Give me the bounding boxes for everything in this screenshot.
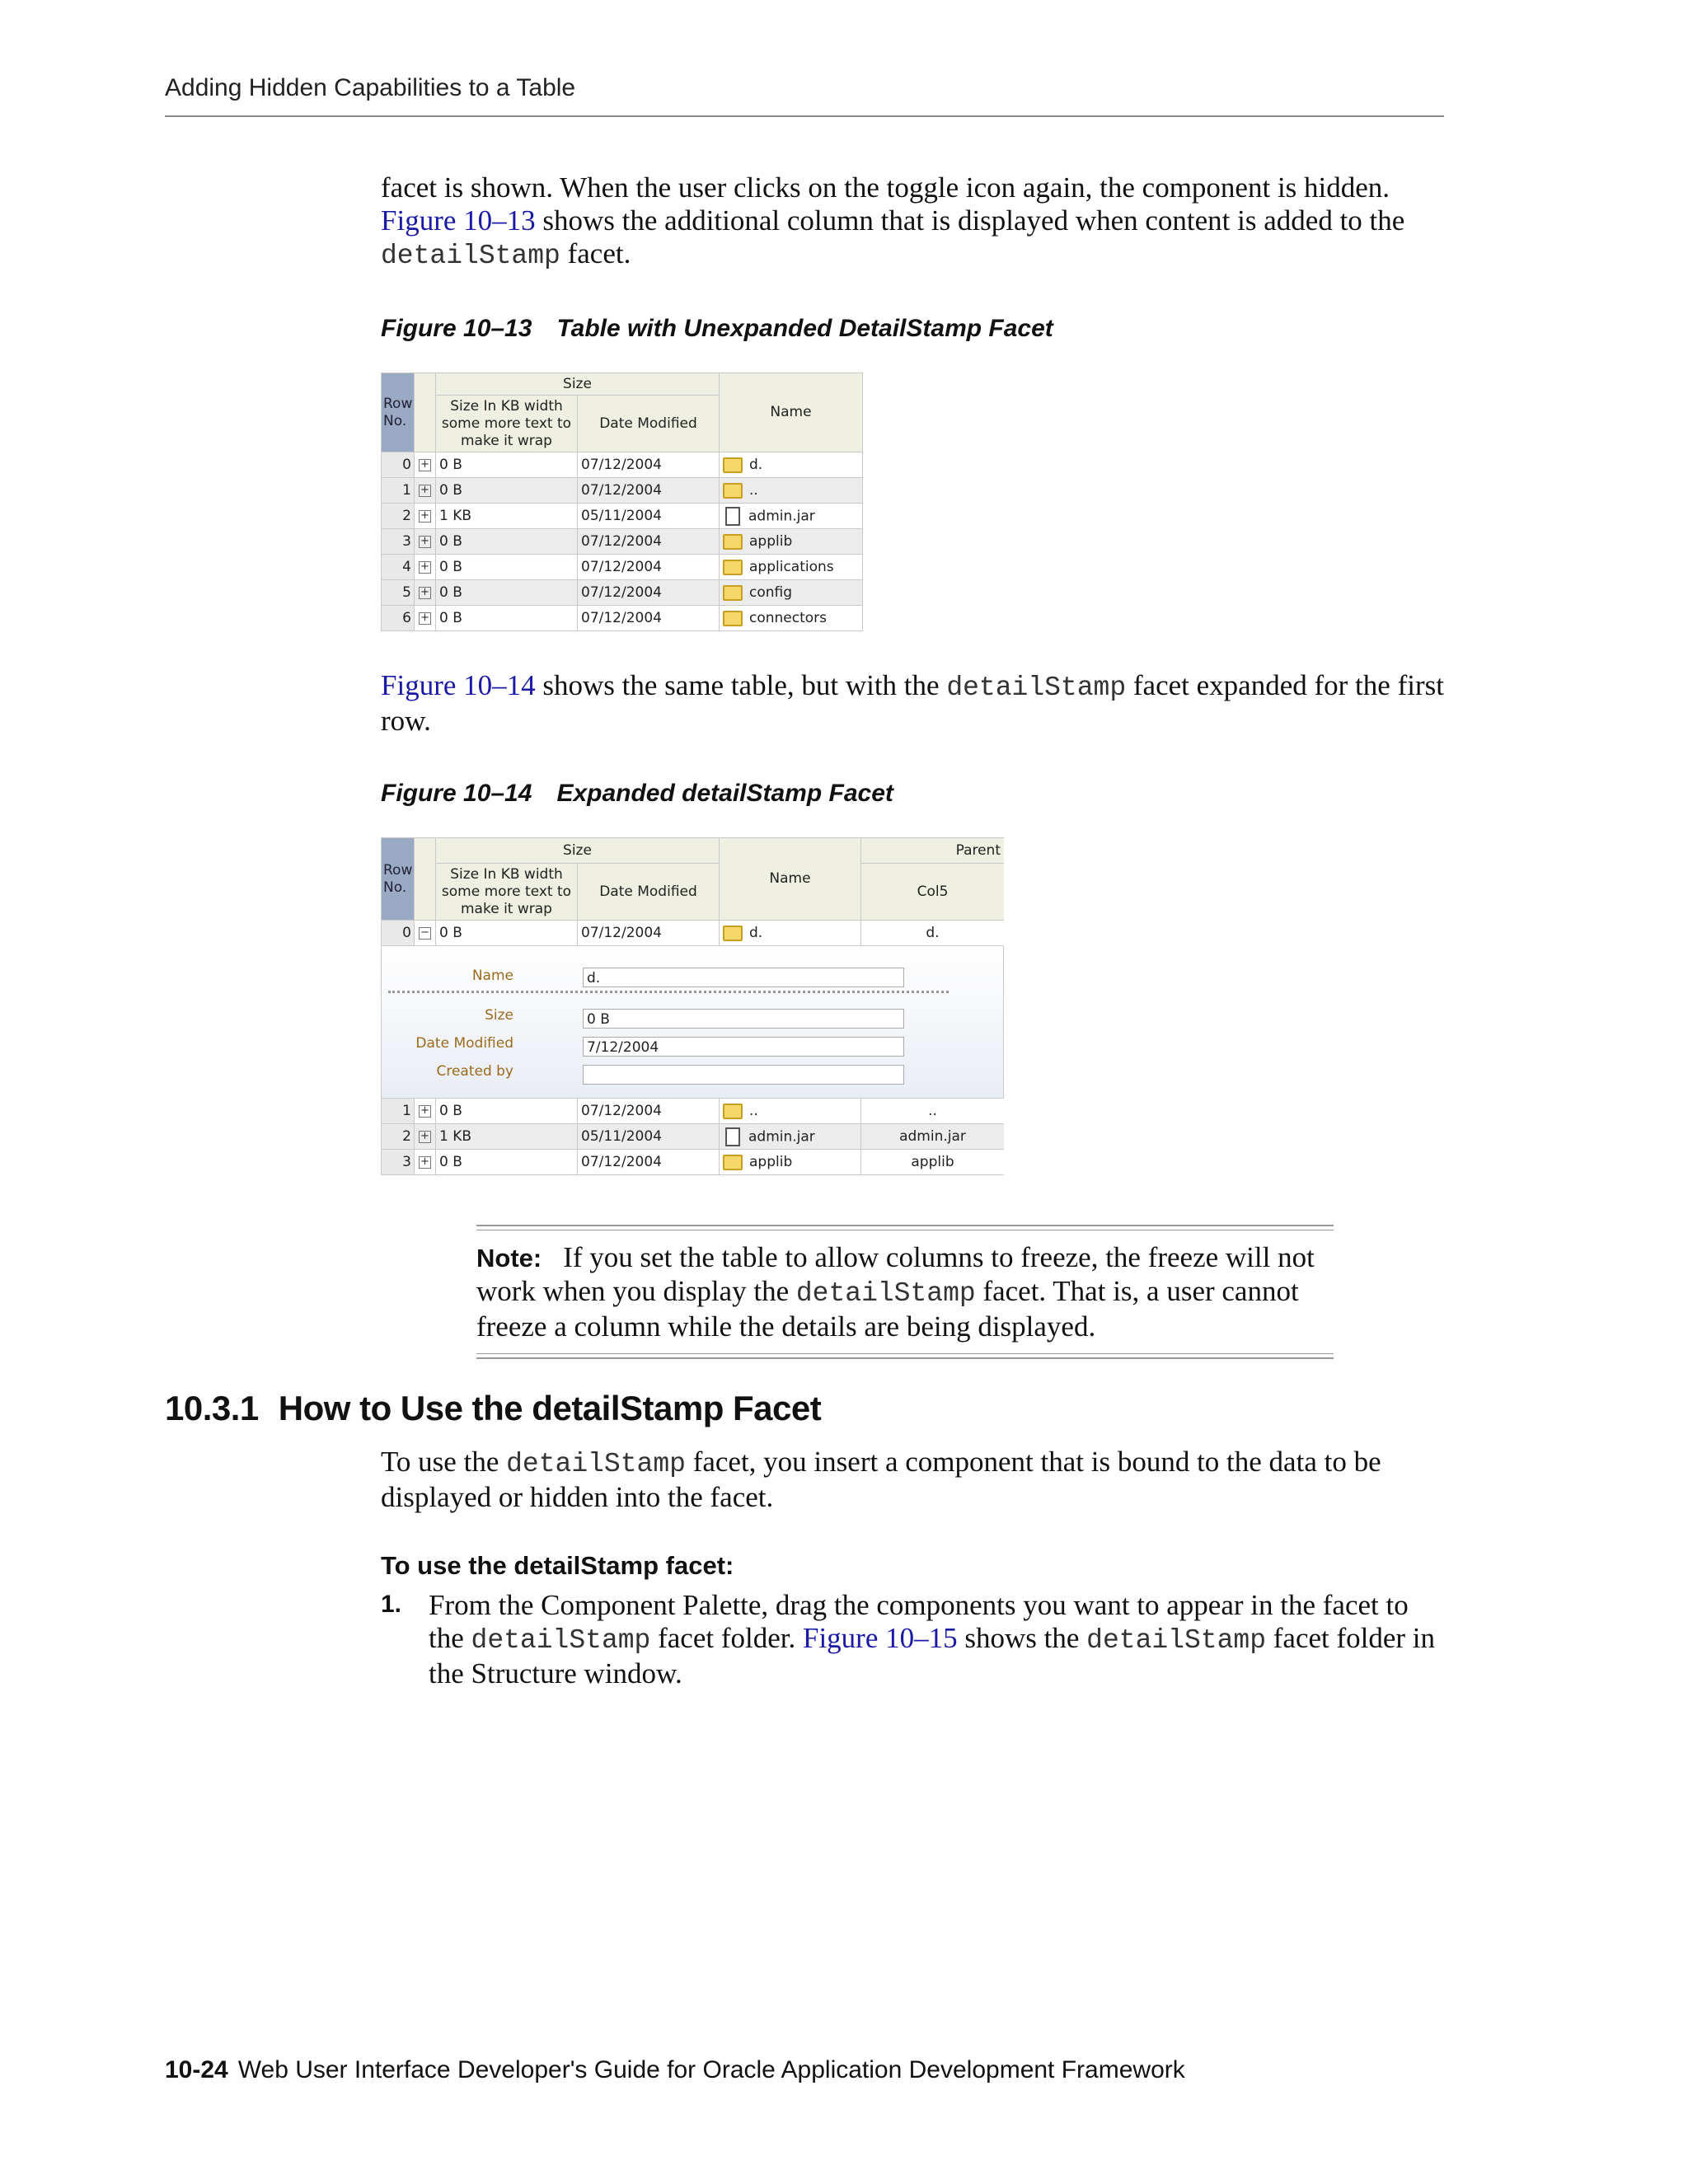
step-text-3: shows the bbox=[957, 1622, 1087, 1654]
plus-icon: + bbox=[419, 612, 431, 625]
plus-icon: + bbox=[419, 1156, 431, 1169]
folder-icon bbox=[723, 483, 743, 499]
intro-text-3: facet. bbox=[560, 237, 631, 269]
folder-icon bbox=[723, 611, 743, 626]
page-footer bbox=[165, 2056, 1185, 2084]
figure-14-number: Figure 10–14 bbox=[381, 780, 532, 807]
detail-stamp-panel bbox=[381, 946, 1004, 1098]
expand-toggle[interactable] bbox=[415, 580, 436, 606]
figure-14-title: Expanded detailStamp Facet bbox=[556, 780, 893, 807]
plus-icon: + bbox=[419, 485, 431, 497]
folder-icon bbox=[723, 1104, 743, 1119]
col5-cell: d. bbox=[861, 921, 1005, 946]
note-bottom-rule bbox=[476, 1353, 1334, 1354]
size-cell: 1 KB bbox=[436, 504, 578, 529]
step-1-text bbox=[429, 1589, 1451, 1690]
date-modified-header[interactable]: Date Modified bbox=[578, 396, 720, 452]
intro-text-1: facet is shown. When the user clicks on the toggle icon again, the component is hidden. bbox=[381, 171, 1390, 204]
name-cell bbox=[720, 1124, 861, 1150]
plus-icon: + bbox=[419, 561, 431, 574]
name-text: config bbox=[749, 584, 793, 601]
name-text: d. bbox=[749, 925, 763, 941]
plus-icon: + bbox=[419, 459, 431, 471]
name-cell bbox=[720, 921, 861, 946]
expand-toggle[interactable] bbox=[415, 504, 436, 529]
row-number: 2 bbox=[382, 1124, 415, 1150]
table-row bbox=[382, 478, 863, 504]
figure-10-14-link[interactable]: Figure 10–14 bbox=[381, 669, 536, 701]
step-text-4: facet folder in the Structure window. bbox=[429, 1622, 1436, 1690]
detail-date-field[interactable]: 7/12/2004 bbox=[583, 1037, 904, 1057]
name-cell bbox=[720, 504, 863, 529]
row-no-header: Row No. bbox=[382, 373, 415, 452]
name-text: admin.jar bbox=[748, 1128, 815, 1145]
file-icon bbox=[725, 1127, 740, 1146]
para2-code: detailStamp bbox=[946, 673, 1127, 703]
para2-text-1: shows the same table, but with the bbox=[535, 669, 947, 701]
date-cell: 07/12/2004 bbox=[578, 606, 720, 631]
footer-page-number: 10-24 bbox=[165, 2056, 228, 2083]
plus-icon: + bbox=[419, 1131, 431, 1143]
section-text-2: facet, you insert a component that is bound to the data to be displayed or hidden into the facet. bbox=[381, 1446, 1381, 1513]
section-number: 10.3.1 bbox=[165, 1389, 259, 1427]
running-header: Adding Hidden Capabilities to a Table bbox=[165, 74, 576, 101]
section-title: How to Use the detailStamp Facet bbox=[278, 1389, 822, 1427]
name-cell bbox=[720, 580, 863, 606]
figure-13-number: Figure 10–13 bbox=[381, 315, 532, 342]
expand-toggle[interactable] bbox=[415, 1150, 436, 1175]
size-cell: 0 B bbox=[436, 606, 578, 631]
date-cell: 07/12/2004 bbox=[578, 1099, 720, 1124]
size-cell: 0 B bbox=[436, 555, 578, 580]
folder-icon bbox=[723, 585, 743, 601]
figure-14-intro-paragraph bbox=[381, 669, 1452, 738]
note-label: Note: bbox=[476, 1244, 542, 1272]
date-cell: 07/12/2004 bbox=[578, 921, 720, 946]
note-code: detailStamp bbox=[795, 1278, 976, 1309]
row-number: 4 bbox=[382, 555, 415, 580]
plus-icon: + bbox=[419, 1105, 431, 1118]
detail-separator bbox=[388, 991, 949, 993]
name-text: .. bbox=[749, 1103, 758, 1119]
name-text: admin.jar bbox=[748, 508, 815, 524]
note-text-2: facet. That is, a user cannot freeze a column while the details are being displayed. bbox=[476, 1275, 1299, 1343]
para2-text-2: facet expanded for the first row. bbox=[381, 669, 1444, 737]
figure-10-13-link[interactable]: Figure 10–13 bbox=[381, 204, 536, 237]
procedure-heading: To use the detailStamp facet: bbox=[381, 1551, 734, 1580]
section-paragraph bbox=[381, 1446, 1452, 1514]
date-modified-header[interactable]: Date Modified bbox=[578, 864, 720, 921]
expand-toggle[interactable] bbox=[415, 1124, 436, 1150]
table-row bbox=[382, 1124, 1005, 1150]
step-text-1: From the Component Palette, drag the components you want to appear in the facet to the bbox=[429, 1589, 1409, 1654]
note-top-rule bbox=[476, 1225, 1334, 1226]
col5-cell: .. bbox=[861, 1099, 1005, 1124]
table-row bbox=[382, 1150, 1005, 1175]
expand-toggle[interactable] bbox=[415, 452, 436, 478]
date-cell: 07/12/2004 bbox=[578, 1150, 720, 1175]
size-cell: 0 B bbox=[436, 529, 578, 555]
folder-icon bbox=[723, 457, 743, 473]
date-cell: 05/11/2004 bbox=[578, 1124, 720, 1150]
name-cell bbox=[720, 1150, 861, 1175]
figure-13-screenshot bbox=[381, 373, 862, 638]
expand-toggle[interactable] bbox=[415, 478, 436, 504]
figure-14-screenshot bbox=[381, 837, 1004, 1179]
name-cell bbox=[720, 606, 863, 631]
col5-cell: admin.jar bbox=[861, 1124, 1005, 1150]
row-number: 1 bbox=[382, 478, 415, 504]
name-cell bbox=[720, 452, 863, 478]
detail-name-field[interactable]: d. bbox=[583, 968, 904, 987]
folder-icon bbox=[723, 534, 743, 550]
row-number: 0 bbox=[382, 921, 415, 946]
detail-created-field[interactable] bbox=[583, 1065, 904, 1085]
table-row bbox=[382, 555, 863, 580]
intro-code: detailStamp bbox=[381, 241, 560, 271]
expand-toggle[interactable] bbox=[415, 529, 436, 555]
row-number: 5 bbox=[382, 580, 415, 606]
name-text: d. bbox=[749, 457, 763, 473]
section-text-1: To use the bbox=[381, 1446, 507, 1478]
intro-text-2: shows the additional column that is displayed when content is added to the bbox=[535, 204, 1405, 237]
table-row bbox=[382, 452, 863, 478]
size-cell: 0 B bbox=[436, 1099, 578, 1124]
table-row bbox=[382, 921, 1005, 946]
table-row bbox=[382, 529, 863, 555]
intro-paragraph bbox=[381, 171, 1452, 273]
note-box bbox=[476, 1241, 1334, 1343]
figure-13-body bbox=[382, 452, 863, 631]
size-cell: 0 B bbox=[436, 478, 578, 504]
detail-created-label: Created by bbox=[436, 1063, 513, 1080]
folder-icon bbox=[723, 560, 743, 575]
col5-header[interactable]: Col5 bbox=[861, 864, 1005, 921]
date-cell: 07/12/2004 bbox=[578, 580, 720, 606]
size-cell: 0 B bbox=[436, 580, 578, 606]
col5-cell: applib bbox=[861, 1150, 1005, 1175]
size-column-header[interactable]: Size In KB width some more text to make it wrap bbox=[436, 864, 578, 921]
figure-13-table bbox=[381, 373, 863, 631]
table-row bbox=[382, 580, 863, 606]
row-no-header: Row No. bbox=[382, 838, 415, 921]
date-cell: 07/12/2004 bbox=[578, 452, 720, 478]
figure-14-body bbox=[382, 1099, 1005, 1175]
table-row bbox=[382, 504, 863, 529]
table-row bbox=[382, 606, 863, 631]
name-cell bbox=[720, 529, 863, 555]
footer-title: Web User Interface Developer's Guide for Oracle Application Development Framework bbox=[237, 2056, 1185, 2083]
size-group-header: Size bbox=[436, 838, 720, 864]
name-cell bbox=[720, 478, 863, 504]
folder-icon bbox=[723, 1155, 743, 1170]
date-cell: 07/12/2004 bbox=[578, 478, 720, 504]
row-number: 3 bbox=[382, 1150, 415, 1175]
plus-icon: + bbox=[419, 536, 431, 548]
note-text-1: If you set the table to allow columns to freeze, the freeze will not work when you display the bbox=[476, 1241, 1315, 1307]
row-number: 0 bbox=[382, 452, 415, 478]
minus-icon: − bbox=[419, 927, 431, 940]
header-rule bbox=[165, 115, 1444, 117]
size-cell: 1 KB bbox=[436, 1124, 578, 1150]
row-number: 3 bbox=[382, 529, 415, 555]
figure-14-body-table bbox=[381, 1098, 1004, 1175]
plus-icon: + bbox=[419, 510, 431, 523]
name-text: .. bbox=[749, 482, 758, 499]
plus-icon: + bbox=[419, 587, 431, 599]
toggle-header bbox=[415, 838, 436, 921]
row-number: 1 bbox=[382, 1099, 415, 1124]
parent-group-header: Parent bbox=[861, 838, 1005, 864]
step-code-2: detailStamp bbox=[1086, 1625, 1266, 1656]
note-bottom-rule-2 bbox=[476, 1357, 1334, 1359]
section-heading bbox=[165, 1389, 821, 1428]
size-cell: 0 B bbox=[436, 921, 578, 946]
table-row bbox=[382, 1099, 1005, 1124]
name-cell bbox=[720, 1099, 861, 1124]
collapse-toggle[interactable] bbox=[415, 921, 436, 946]
name-text: connectors bbox=[749, 610, 828, 626]
date-cell: 07/12/2004 bbox=[578, 555, 720, 580]
figure-14-header-table bbox=[381, 837, 1004, 946]
name-header[interactable]: Name bbox=[720, 373, 863, 452]
row-number: 2 bbox=[382, 504, 415, 529]
figure-14-caption bbox=[381, 780, 893, 808]
size-column-header[interactable]: Size In KB width some more text to make it wrap bbox=[436, 396, 578, 452]
section-code: detailStamp bbox=[506, 1449, 686, 1479]
detail-date-label: Date Modified bbox=[415, 1035, 513, 1052]
expand-toggle[interactable] bbox=[415, 606, 436, 631]
name-header[interactable]: Name bbox=[720, 838, 861, 921]
step-number: 1. bbox=[381, 1591, 402, 1618]
toggle-header bbox=[415, 373, 436, 452]
step-code-1: detailStamp bbox=[471, 1625, 651, 1656]
name-text: applib bbox=[749, 533, 793, 550]
expand-toggle[interactable] bbox=[415, 555, 436, 580]
detail-size-field[interactable]: 0 B bbox=[583, 1009, 904, 1029]
expand-toggle[interactable] bbox=[415, 1099, 436, 1124]
figure-13-title: Table with Unexpanded DetailStamp Facet bbox=[556, 315, 1053, 342]
figure-13-caption bbox=[381, 315, 1053, 343]
date-cell: 05/11/2004 bbox=[578, 504, 720, 529]
step-text-2: facet folder. bbox=[650, 1622, 803, 1654]
figure-10-15-link[interactable]: Figure 10–15 bbox=[802, 1622, 958, 1654]
name-text: applications bbox=[749, 559, 834, 575]
row-number: 6 bbox=[382, 606, 415, 631]
size-cell: 0 B bbox=[436, 1150, 578, 1175]
size-cell: 0 B bbox=[436, 452, 578, 478]
file-icon bbox=[725, 507, 740, 526]
size-group-header: Size bbox=[436, 373, 720, 396]
date-cell: 07/12/2004 bbox=[578, 529, 720, 555]
detail-size-label: Size bbox=[485, 1007, 513, 1024]
name-cell bbox=[720, 555, 863, 580]
folder-icon bbox=[723, 926, 743, 941]
detail-name-label: Name bbox=[471, 968, 513, 984]
name-text: applib bbox=[749, 1154, 793, 1170]
